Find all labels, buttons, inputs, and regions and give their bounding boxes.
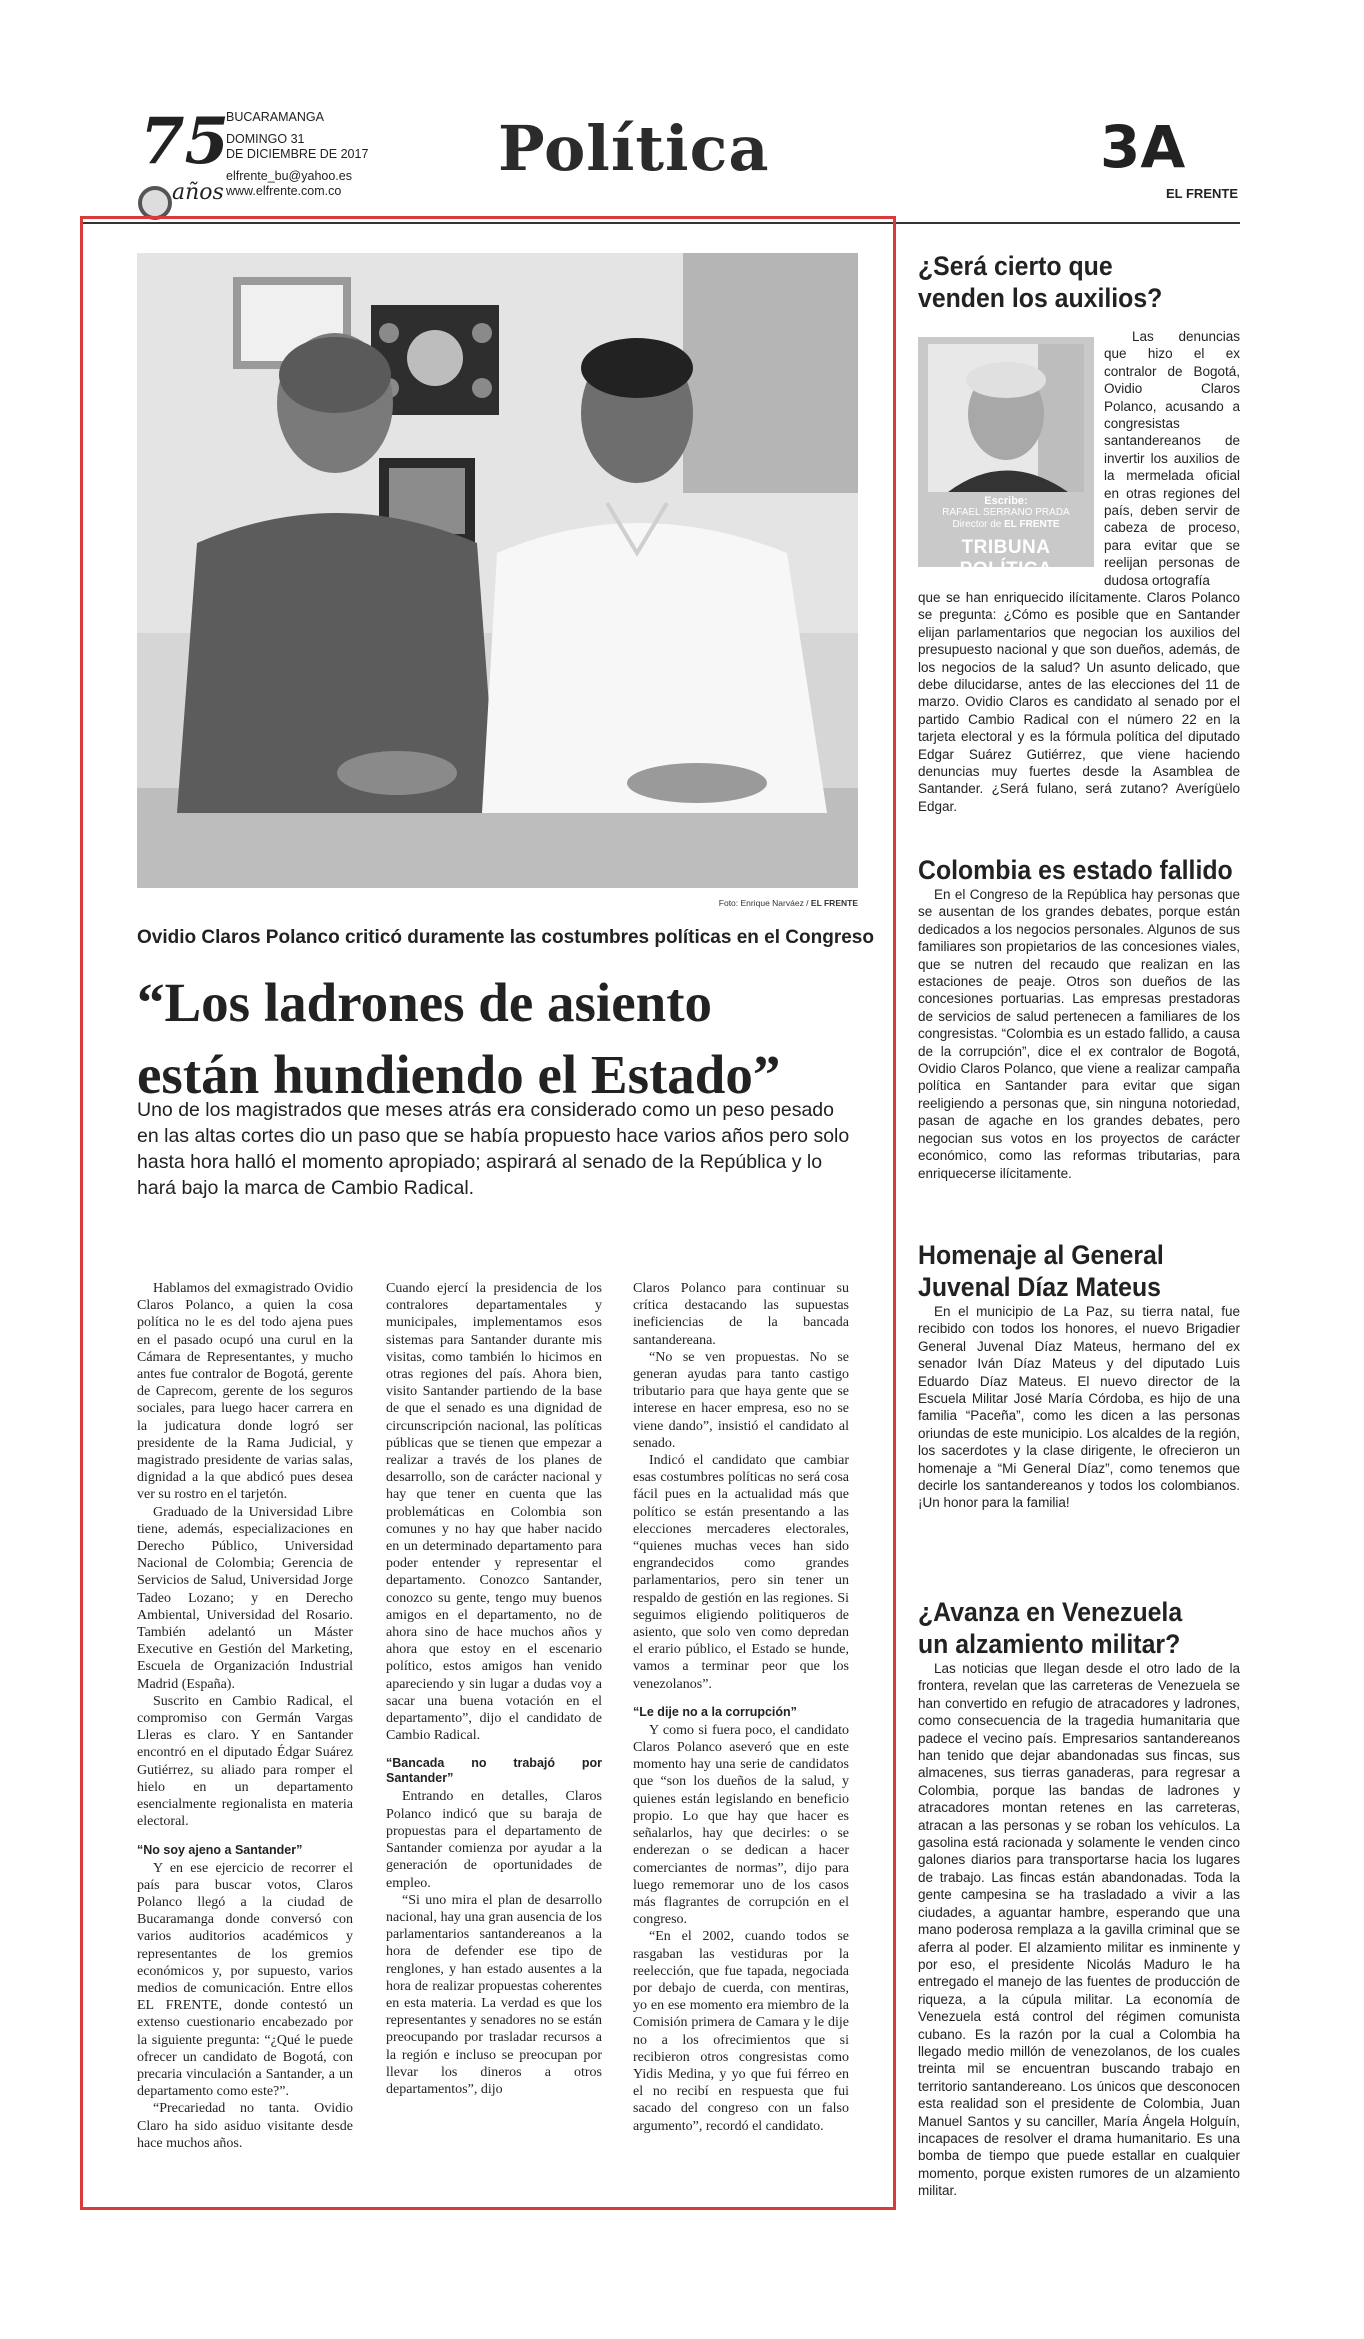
paragraph: En el municipio de La Paz, su tierra natal, fue recibido con todos los honores, el nuevo Brigadier General Juvenal Díaz Mateus, hermano del ex senador Iván Díaz Mateus y del diputado Luis Eduardo Díaz Mateus. El nuevo director de la Escuela Militar José María Córdoba, es hijo de una familia “Paceña”, como les dicen a las personas oriundas de este municipio. Los alcaldes de la región, los sacerdotes y la clase dirigente, le ofrecieron un homenaje a “Mi General Díaz”, como tenemos que decirle los santandereanos y todos los colombianos. ¡Un honor para la familia! xyxy=(918,1304,1240,1511)
columnist-name: RAFAEL SERRANO PRADA xyxy=(942,507,1070,518)
email: elfrente_bu@yahoo.es xyxy=(226,169,352,183)
article-column-1 xyxy=(137,1280,353,2152)
paragraph: Entrando en detalles, Claros Polanco indicó que su baraja de propuestas para el departamento de Santander comienza por ayudar a la generación de oportunidades de empleo. xyxy=(386,1789,602,1891)
date-line-1: DOMINGO 31 xyxy=(226,132,305,146)
anniversary-logo-number: 75 xyxy=(140,104,230,179)
paragraph: que se han enriquecido ilícitamente. Claros Polanco se pregunta: ¿Cómo es posible que en Santander elijan parlamentarios que negocian los auxilios del presupuesto nacional y que son dueños, además, de los negocios de la salud? Un asunto delicado, que debe dilucidarse, antes de las elecciones del 11 de marzo. Ovidio Claros es candidato al senado por el partido Cambio Radical con el número 22 en la tarjeta electoral y es la fórmula política del diputado Edgar Suárez Gutiérrez, que viene haciendo denuncias muy fuertes desde la Asamblea de Santander. ¿Será fulano, será zutano? Averígüelo Edgar. xyxy=(918,590,1240,814)
article-column-3 xyxy=(633,1280,849,2135)
paragraph: Y como si fuera poco, el candidato Claros Polanco aseveró que en este momento hay una serie de candidatos que “son los dueños de la salud, y quienes están legislando en beneficio propio. Lo que hay que hacer es señalarlos, hay que decirles: o se enderezan o se dedican a hacer comerciantes de normas”, dijo para luego rememorar uno de los casos más flagrantes de corrupción en el congreso. xyxy=(633,1722,849,1928)
columnist-portrait xyxy=(928,344,1084,492)
paragraph: Graduado de la Universidad Libre tiene, además, especializaciones en Derecho Público, Universidad Nacional de Colombia; Gerencia de Servicios de Salud, Universidad Jorge Tadeo Lozano; y en Derecho Ambiental, Universidad del Rosario. También adelantó un Máster Executive en Gestión del Marketing, Escuela de Organización Industrial Madrid (España). xyxy=(137,1504,353,1692)
newspaper-name: EL FRENTE xyxy=(1166,186,1238,201)
fallido-title: Colombia es estado fallido xyxy=(918,855,1233,885)
venezuela-body xyxy=(918,1660,1240,2200)
headline-line-2: están hundiendo el Estado” xyxy=(137,1044,781,1105)
venezuela-block xyxy=(918,1596,1240,2200)
columnist-role xyxy=(918,519,1094,531)
paragraph: Las denuncias que hizo el ex contralor de Bogotá, Ovidio Claros Polanco, acusando a congresistas santandereanos de invertir los auxilios de la mermelada oficial en otras regiones del país, deben servir de cabeza de proceso, para evitar que se reelijan personas de dudosa ortografía xyxy=(1104,329,1240,588)
paragraph: En el Congreso de la República hay personas que se ausentan de los grandes debates, porque están dedicados a los negocios personales. Algunos de sus familiares son propietarios de las concesiones viales, que se nutren del recaudo que realizan en las estaciones de peaje. Otros son dueños de las concesiones portuarias. Las empresas prestadoras de servicios de salud pertenecen a familiares de los congresistas. “Colombia es un estado fallido, a causa de la corrupción”, dice el ex contralor de Bogotá, Ovidio Claros Polanco, que viene a realizar campaña política en Santander para evitar que sigan reeligiendo a personas que, sin ninguna notoriedad, pasan de agache en los grandes debates, pero negocian sus votos en los proyectos de carácter económico, como las reformas tributarias, para enriquecerse ilícitamente. xyxy=(918,887,1240,1181)
auxilios-title-line-1: ¿Será cierto que xyxy=(918,251,1113,281)
anniversary-logo-ring-icon xyxy=(138,186,172,220)
paragraph: Y en ese ejercicio de recorrer el país para buscar votos, Claros Polanco llegó a la ciudad de Bucaramanga donde conversó con varios auditorios académicos y representantes de los gremios económicos y, por supuesto, varios medios de comunicación. Entre ellos EL FRENTE, donde contestó un extenso cuestionario encabezado por la siguiente pregunta: “¿Qué le puede ofrecer un candidato de Bogotá, con precaria vinculación a Santander, a un departamento como este?”. xyxy=(137,1860,353,2100)
paragraph: “Si uno mira el plan de desarrollo nacional, hay una gran ausencia de los parlamentarios santandereanos a la hora de defender ese tipo de renglones, y han estado ausentes a la hora de realizar propuestas coherentes en esta materia. La verdad es que los representantes y senadores no se están preocupando por trasladar recursos a la región e incluso se preocupan por llevar los dineros a otros departamentos”, dijo xyxy=(386,1892,602,2097)
homenaje-title-line-2: Juvenal Díaz Mateus xyxy=(918,1272,1161,1302)
masthead-meta xyxy=(226,110,368,199)
auxilios-body xyxy=(918,589,1240,815)
paragraph: Indicó el candidato que cambiar esas costumbres políticas no será cosa fácil pues en la actualidad más que político se están presentando a las elecciones mercaderes electorales, “quienes muchas veces han sido engrandecidos como grandes parlamentarios, pero sin tener un respaldo de gestión en las regiones. Si seguimos eligiendo politiqueros de asiento, que solo ven como depredan el erario público, el Estado se hunde, vamos a terminar peor que los venezolanos”. xyxy=(633,1453,849,1692)
page-number: 3A xyxy=(1100,113,1186,181)
article-kicker: Ovidio Claros Polanco criticó duramente las costumbres políticas en el Congreso xyxy=(137,927,874,948)
venezuela-title-line-1: ¿Avanza en Venezuela xyxy=(918,1597,1183,1627)
homenaje-body xyxy=(918,1303,1240,1512)
city: BUCARAMANGA xyxy=(226,110,324,124)
anniversary-logo-word: años xyxy=(172,180,224,205)
article-headline xyxy=(137,967,867,1111)
paragraph: Suscrito en Cambio Radical, el compromiso con Germán Vargas Lleras es claro. Y en Santander encontró en el diputado Édgar Suárez Gutiérrez, su aliado para romper el hielo en un departamento esencialmente regionalista en materia electoral. xyxy=(137,1693,353,1830)
columnist-escribe: Escribe: xyxy=(984,495,1028,507)
headline-line-1: “Los ladrones de asiento xyxy=(137,972,713,1033)
paragraph: Claros Polanco para continuar su crítica destacando las supuestas ineficiencias de la bancada santandereana. xyxy=(633,1281,849,1348)
paragraph: “En el 2002, cuando todos se rasgaban las vestiduras por la reelección, que fue tapada, negociada por debajo de cuerda, con mentiras, yo en ese momento era miembro de la Comisión primera de Camara y le dije no a los ofrecimientos que si recibieron otros congresistas como Yidis Medina, y yo que fui férreo en el no recibí en respuesta que fui sacado del congreso con un falso argumento”, recordó el candidato. xyxy=(633,1929,849,2134)
paragraph: “Precariedad no tanta. Ovidio Claro ha sido asiduo visitante desde hace muchos años. xyxy=(137,2101,353,2151)
paragraph: Hablamos del exmagistrado Ovidio Claros Polanco, a quien la cosa política no le es del todo ajena pues en el pasado ocupó una curul en la Cámara de Representantes, y mucho antes fue contralor de Bogotá, gerente de Caprecom, gerente de los seguros sociales, para luego hacer carrera en la judicatura donde logró ser presidente de la Rama Judicial, y magistrado presidente de varias salas, dignidad a la que abdicó pues desea ver su rostro en el tarjetón. xyxy=(137,1281,353,1503)
photo-credit-text: Foto: Enrique Narváez / xyxy=(718,898,811,908)
paragraph: “No se ven propuestas. No se generan ayudas para tanto castigo tributario para que haya gente que se interese en hacer empresa, eso no se viene dando”, insistió el candidato al senado. xyxy=(633,1349,849,1451)
photo-credit-paper: EL FRENTE xyxy=(810,898,858,908)
paragraph: Cuando ejercí la presidencia de los contralores departamentales y municipales, implementamos esos sistemas para Santander durante mis visitas, como también lo hicimos en otras regiones del país. Ahora bien, visito Santander partiendo de la base de que el senado es una dignidad de circunscripción nacional, las políticas públicas que se tienen que empezar a realizar a través de los planes de desarrollo, son de carácter nacional y hay que tener en cuenta que las problemáticas en Colombia son comunes y no hay que haber nacido en un determinado departamento para poder entender y representar el departamento. Conozco Santander, conozco su gente, tengo muy buenos amigos en el departamento, no de ahora sino de hace muchos años y ahora que estoy en el escenario político, estos amigos han venido apareciendo y sin lugar a dudas voy a sacar una buena votación en el departamento”, dijo el candidato de Cambio Radical. xyxy=(386,1281,602,1744)
website: www.elfrente.com.co xyxy=(226,184,342,198)
subheading: “No soy ajeno a Santander” xyxy=(137,1842,303,1857)
subheading: “Bancada no trabajó por Santander” xyxy=(386,1756,602,1786)
article-column-2 xyxy=(386,1280,602,2098)
article-photo xyxy=(137,253,858,888)
column-name: TRIBUNA POLÍTICA xyxy=(959,537,1053,580)
fallido-body xyxy=(918,886,1240,1182)
subheading: “Le dije no a la corrupción” xyxy=(633,1704,797,1719)
homenaje-block xyxy=(918,1239,1240,1512)
columnist-role-paper: EL FRENTE xyxy=(1004,519,1060,530)
auxilios-title xyxy=(918,250,1240,314)
paragraph: Las noticias que llegan desde el otro lado de la frontera, revelan que las carreteras de Venezuela se han convertido en refugio de atracadores y ladrones, como consecuencia de la tragedia humanitaria que padece el vecino país. Empresarios santandereanos han tenido que dejar abandonadas sus fincas, sus almacenes, sus tierras ganaderas, para regresar a Colombia, porque las bandas de ladrones y atracadores montan retenes en las carreteras, atracan a las personas y se roban los vehículos. La gasolina está racionada y solamente le venden cinco galones diarios para transportarse hacia los lugares de trabajo. Las fincas están abandonadas. Toda la gente campesina se ha trasladado a vivir a las ciudades, a aguantar hambre, esperando que una mano poderosa remplaza a la gavilla criminal que se aferra al poder. El alzamiento militar es inminente y por eso, el presidente Nicolás Maduro le ha entregado el manejo de las fuentes de producción de riqueza, a la cúpula militar. La economía de Venezuela está control del régimen comunista cubano. Es la razón por la cual a Colombia ha llegado medio millón de venezolanos, de los cuales treinta mil se encuentran buscando trabajo en territorio santandereano. Los únicos que desconocen esta realidad son el presidente de Colombia, Juan Manuel Santos y su canciller, María Ángela Holguín, incapaces de resolver el drama humanitario. Es una bomba de tiempo que puede estallar en cualquier momento, porque existen rumores de un alzamiento militar. xyxy=(918,1661,1240,2199)
auxilios-side-text xyxy=(1104,328,1240,589)
section-title: Política xyxy=(498,112,770,185)
auxilios-title-line-2: venden los auxilios? xyxy=(918,283,1163,313)
fallido-block xyxy=(918,854,1240,1182)
photo-credit xyxy=(600,898,858,908)
columnist-role-text: Director de xyxy=(952,519,1005,530)
homenaje-title-line-1: Homenaje al General xyxy=(918,1240,1164,1270)
columnist-credit xyxy=(918,495,1094,531)
article-lead: Uno de los magistrados que meses atrás era considerado como un peso pesado en las altas cortes dio un paso que se había propuesto hace varios años pero solo hasta hora halló el momento apropiado; aspirará al senado de la República y lo hará bajo la marca de Cambio Radical. xyxy=(137,1099,850,1199)
venezuela-title-line-2: un alzamiento militar? xyxy=(918,1629,1181,1659)
date-line-2: DE DICIEMBRE DE 2017 xyxy=(226,147,369,161)
